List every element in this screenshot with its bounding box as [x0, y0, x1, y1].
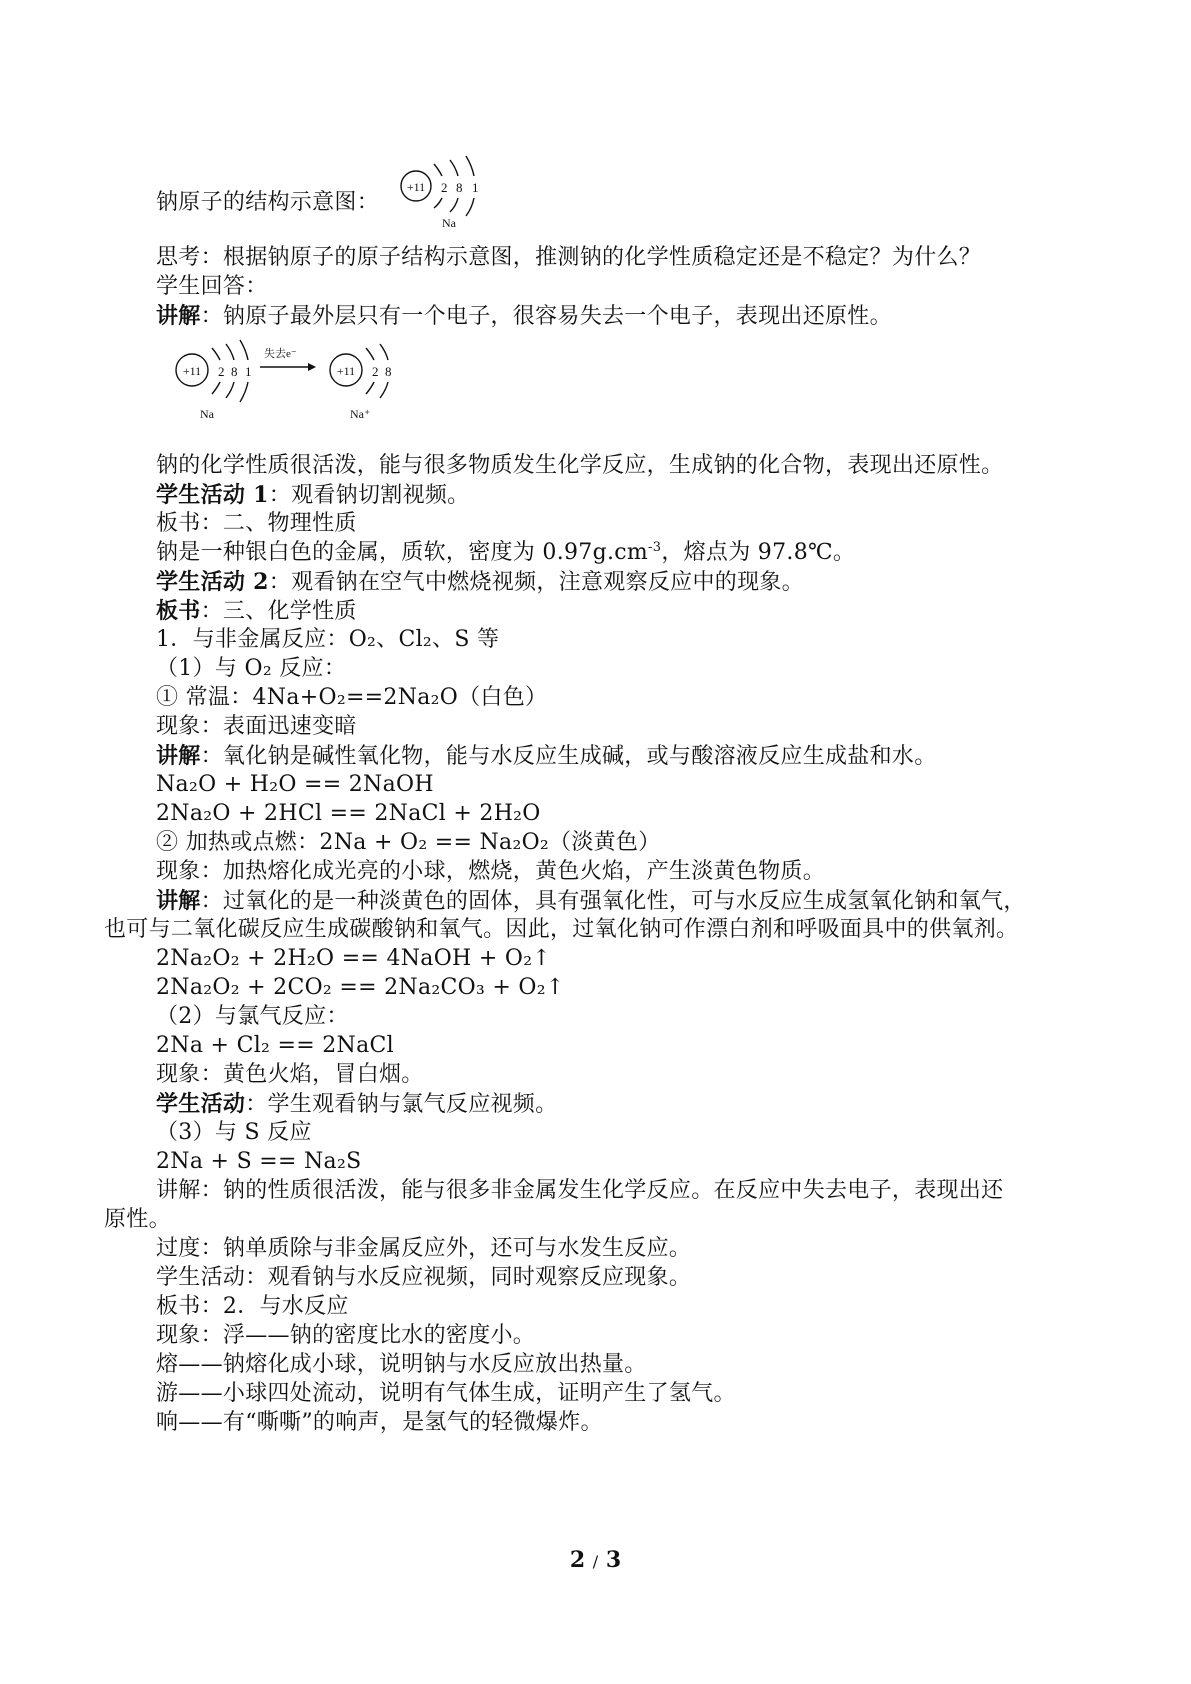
- student-answer-label: 学生回答：: [156, 274, 268, 299]
- atom-label: Na: [442, 216, 456, 230]
- explanation-nonmetal: 讲解：钠的性质很活泼，能与很多非金属发生化学反应。在反应中失去电子，表现出还: [156, 1178, 1004, 1203]
- equation-peroxide-water: 2Na₂O₂ + 2H₂O == 4NaOH + O₂↑: [156, 946, 552, 971]
- phenomenon-sound: 响——有“嘶嘶”的响声，是氢气的轻微爆炸。: [156, 1410, 603, 1435]
- student-activity-water: 学生活动：观看钠与水反应视频，同时观察反应现象。: [156, 1265, 692, 1290]
- equation-peroxide-co2: 2Na₂O₂ + 2CO₂ == 2Na₂CO₃ + O₂↑: [156, 975, 565, 1000]
- page-number: 2 / 3: [569, 1547, 622, 1573]
- heating-equation: ② 加热或点燃：2Na + O₂ == Na₂O₂（淡黄色）: [156, 830, 661, 855]
- sodium-active-text: 钠的化学性质很活泼，能与很多物质发生化学反应，生成钠的化合物，表现出还原性。: [156, 453, 1004, 478]
- explanation-label: 讲解: [156, 303, 201, 329]
- phenomenon-melt: 熔——钠熔化成小球，说明钠与水反应放出热量。: [156, 1352, 647, 1377]
- atom-shell-1: 2: [441, 180, 448, 195]
- oxygen-reaction-heading: （1）与 O₂ 反应：: [156, 656, 347, 681]
- explanation-nonmetal-cont: 原性。: [104, 1207, 171, 1232]
- phenomenon-darkening: 现象：表面迅速变暗: [156, 714, 357, 739]
- svg-text:+11: +11: [182, 364, 202, 378]
- student-activity-chlorine: 学生活动：学生观看钠与氯气反应视频。: [156, 1091, 558, 1117]
- phenomenon-chlorine: 现象：黄色火焰，冒白烟。: [156, 1062, 424, 1087]
- room-temp-equation: ① 常温：4Na+O₂==2Na₂O（白色）: [156, 685, 548, 710]
- explanation-sodium-oxide: 讲解：氧化钠是碱性氧化物，能与水反应生成碱，或与酸溶液反应生成盐和水。: [156, 743, 937, 769]
- svg-text:2: 2: [372, 364, 379, 379]
- explanation-peroxide: 讲解：过氧化的是一种淡黄色的固体，具有强氧化性，可与水反应生成氢氧化钠和氧气，: [156, 888, 1026, 914]
- atom-shell-3: 1: [472, 180, 479, 195]
- phenomenon-swim: 游——小球四处流动，说明有气体生成，证明产生了氢气。: [156, 1381, 736, 1406]
- equation-na2o-water: Na₂O + H₂O == 2NaOH: [156, 772, 434, 797]
- svg-text:Na: Na: [200, 407, 214, 421]
- svg-text:Na⁺: Na⁺: [350, 407, 371, 421]
- svg-text:+11: +11: [336, 364, 356, 378]
- phenomenon-burning: 现象：加热熔化成光亮的小球，燃烧，黄色火焰，产生淡黄色物质。: [156, 859, 826, 884]
- atom-nucleus-text: +11: [406, 180, 426, 194]
- atom-shell-2: 8: [456, 180, 463, 195]
- student-activity-1: 学生活动 1：观看钠切割视频。: [156, 482, 470, 508]
- sulfur-reaction-heading: （3）与 S 反应: [156, 1120, 312, 1145]
- svg-text:8: 8: [385, 364, 392, 379]
- sodium-ion-formation-diagram: [170, 338, 440, 438]
- svg-text:1: 1: [245, 364, 252, 379]
- explanation-peroxide-cont: 也可与二氧化碳反应生成碳酸钠和氧气。因此，过氧化钠可作漂白剂和呼吸面具中的供氧剂。: [104, 917, 1019, 942]
- phenomenon-float: 现象：浮——钠的密度比水的密度小。: [156, 1323, 536, 1348]
- equation-na-s: 2Na + S == Na₂S: [156, 1149, 362, 1174]
- board-water-reaction: 板书：2．与水反应: [156, 1294, 349, 1319]
- board-physical-properties: 板书：二、物理性质: [156, 511, 357, 536]
- equation-na-cl2: 2Na + Cl₂ == 2NaCl: [156, 1033, 394, 1058]
- physical-properties-text: 钠是一种银白色的金属，质软，密度为 $0.97g.cm^{-3}$，熔点为 97.8℃。: [156, 540, 856, 565]
- atom-structure-label: 钠原子的结构示意图：: [156, 190, 380, 215]
- equation-na2o-hcl: 2Na₂O + 2HCl == 2NaCl + 2H₂O: [156, 801, 541, 826]
- chlorine-reaction-heading: （2）与氯气反应：: [156, 1004, 349, 1029]
- arrow-label: 失去e⁻: [264, 348, 297, 360]
- svg-text:8: 8: [231, 364, 238, 379]
- explanation-electron-loss: 讲解：钠原子最外层只有一个电子，很容易失去一个电子，表现出还原性。: [156, 303, 892, 329]
- svg-text:2: 2: [218, 364, 225, 379]
- sodium-atom-diagram: [398, 152, 488, 232]
- think-question: 思考：根据钠原子的原子结构示意图，推测钠的化学性质稳定还是不稳定？为什么？: [156, 245, 982, 270]
- student-activity-2: 学生活动 2：观看钠在空气中燃烧视频，注意观察反应中的现象。: [156, 569, 804, 595]
- nonmetal-reaction-heading: 1．与非金属反应：O₂、Cl₂、S 等: [156, 627, 500, 652]
- transition-text: 过度：钠单质除与非金属反应外，还可与水发生反应。: [156, 1236, 692, 1261]
- board-chemical-properties: 板书：三、化学性质: [156, 598, 357, 624]
